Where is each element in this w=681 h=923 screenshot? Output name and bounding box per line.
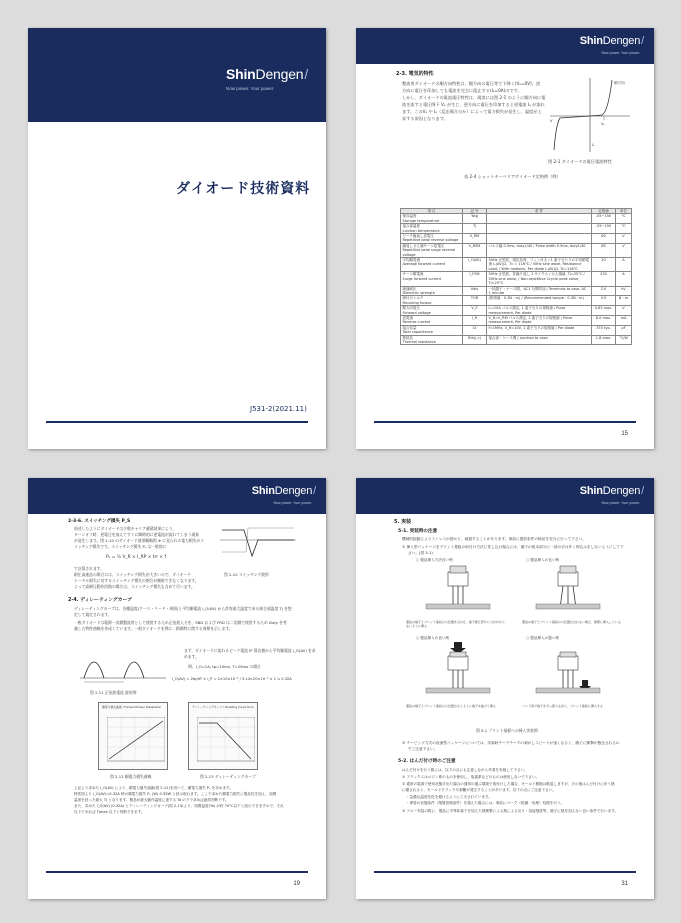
iv-label-vf: Vₑ xyxy=(601,122,605,126)
paragraph-line: よって高耐圧動作回路の場合は、スイッチング損失も含めて行います。 xyxy=(74,584,195,589)
figure-caption: 図 2-11 正弦波電流 波形例 xyxy=(90,690,137,695)
table-cell: -55~150 xyxy=(592,214,616,224)
company-tagline: Now power. Your power. xyxy=(226,86,275,91)
page-header-band xyxy=(356,478,654,514)
table-cell xyxy=(401,335,463,345)
iv-label-if: 順方向 xyxy=(614,81,625,85)
table-header: 記 号 xyxy=(463,209,487,214)
table-cell xyxy=(401,325,463,335)
iv-curve-diagram xyxy=(546,74,634,154)
chart-title: ディレーティングカーブ / Derating Curve Ta-Io xyxy=(192,705,254,709)
item-name-ja: 順方向電圧 xyxy=(402,306,420,311)
table-cell: I_FSM xyxy=(463,272,487,286)
table-cell xyxy=(401,234,463,244)
forward-power-chart xyxy=(98,702,168,770)
average-current-formula: I_O(AV) = 2tp/πT × I_P = 2×10×10⁻³ / 3.14×20×10⁻³ × 1 ≒ 0.32A xyxy=(172,677,292,681)
table-row xyxy=(401,258,632,272)
item-name-ja: 保存温度 xyxy=(402,214,417,219)
table-row xyxy=(401,272,632,286)
table-cell: 一括端子・ケース間、AC1 分間印加 / Terminals to case, AC 1 minute xyxy=(487,286,592,296)
paragraph-line: しかし、ダイオードの電流電圧特性は、現実には図 2-1 のように順方向に電 xyxy=(402,95,546,100)
chart-title: 順電力損失曲線 / Forward Power Dissipation xyxy=(102,705,162,709)
paragraph-line: ・保管の状態条件（環境管理条件）を超えた場合には、事前にベーク（乾燥・処理）処理を行う。 xyxy=(406,801,565,805)
table-cell: Vdis xyxy=(463,286,487,296)
company-tagline: Now power. Your power. xyxy=(601,501,640,505)
footer-rule xyxy=(374,421,636,423)
table-cell: mA xyxy=(616,315,632,325)
item-name-en: Average forward current xyxy=(402,262,446,267)
table-cell: 8.0 max. xyxy=(592,315,616,325)
section-heading: 2-3-6. スイッチング損失 P_S xyxy=(68,519,131,524)
table-cell: pF xyxy=(616,325,632,335)
table-cell: 0.5 xyxy=(592,296,616,306)
section-heading: 5. 実装 xyxy=(394,519,412,525)
page-number: 15 xyxy=(621,431,628,437)
table-header: 単位 xyxy=(616,209,632,214)
paragraph-line: ます。このVₑ や Iₑ（反応場合のか）によって電力損失が発生し、温度が上 xyxy=(402,109,542,114)
table-cell: Tstg xyxy=(463,214,487,224)
table-cell: °C xyxy=(616,224,632,234)
item-name-ja: サージ順電流 xyxy=(402,272,424,277)
table-cell: 50Hz 正弦波、抵抗負荷、フィン付き / 1 素子当たりの平均順電流 Iₑ(AV)/2、Tc = 116°C / 50Hz sine wave, Resistance Load, / With heatsink, Per diode Iₑ(AV)/2, Tc=116°C xyxy=(487,258,592,272)
table-cell: -55~150 xyxy=(592,224,616,234)
table-cell xyxy=(487,214,592,224)
table-cell xyxy=(401,224,463,234)
item-name-ja: 平均順電流 xyxy=(402,258,420,263)
cover-header-band xyxy=(28,28,326,122)
page-header-band xyxy=(28,478,326,514)
paragraph-line: トータル損失に対するスイッチング損失の割合が無視できなくなります。 xyxy=(74,578,199,583)
table-row xyxy=(401,234,632,244)
table-cell: A xyxy=(616,272,632,286)
item-name-en: Repetitive peak reverse voltage xyxy=(402,238,459,243)
table-cell: TOR xyxy=(463,296,487,306)
table-cell: Rth(j-c) xyxy=(463,335,487,345)
table-cell: Ct xyxy=(463,325,487,335)
item-name-en: Reverse current xyxy=(402,320,431,325)
item-name-ja: ピーク繰返し逆電圧 xyxy=(402,234,434,239)
paragraph-line: でご注意下さい。 xyxy=(408,747,438,751)
table-cell: (推奨値：0.3N・m) / (Recommended torque : 0.3N・m) xyxy=(487,296,592,306)
paragraph-line: ② テーピング方式の直流型パッケージについては、実装時テープテープの剥がしスピードが速くなると、端子に衝撃が懸念されるの xyxy=(402,741,620,745)
table-header: 条 件 xyxy=(487,209,592,214)
example-label: ○ 製品挿入の良い例 xyxy=(526,558,560,562)
paragraph-line: 定して規定されます。 xyxy=(74,612,112,617)
table-cell xyxy=(401,258,463,272)
table-cell: Tj xyxy=(463,224,487,234)
paragraph-line: ターンオフ時、逆電圧を加えてすぐに瞬時的に逆電流が流れてしまう現象 xyxy=(74,532,200,537)
item-name-ja: 絶縁耐圧 xyxy=(402,286,417,291)
example-caption: 製品の端子とプリント基板の穴位置が合わない場合、無理に挿入している xyxy=(522,620,621,624)
table-cell: °C xyxy=(616,214,632,224)
switching-waveform xyxy=(218,522,298,568)
company-logo: ShinDengen/ xyxy=(579,485,644,497)
example-caption: 製品の端子とプリント基板の穴位置が合うように端子を曲げて挿入 xyxy=(406,704,496,708)
table-cell: A xyxy=(616,258,632,272)
table-row xyxy=(401,325,632,335)
paragraph-line: ③ フロー実装の際に、製品に半導体素子を加えた熱衝撃による熱による反り・溶接強度等、端子に熱を加えない良い条件で行います。 xyxy=(402,809,619,813)
switching-loss-formula: Pₛ = ⅙ V_R × I_RP × trr × f xyxy=(106,555,167,560)
footer-rule xyxy=(46,421,308,423)
subsection-heading: 5-1. 実装時の注意 xyxy=(398,529,438,534)
iv-label-vr: V xyxy=(550,119,553,123)
paragraph-line: ① フラックスはロジン系のものを使用し、塩素系などのものは使用しないで下さい。 xyxy=(402,775,540,779)
table-cell: 接合部・ケース間 / Junction to case xyxy=(487,335,592,345)
paragraph-line: 昇する原因となります。 xyxy=(402,116,448,121)
table-cell: f=1MHz, V_R=10V, 1 素子当りの規格値 / Per diode xyxy=(487,325,592,335)
paragraph-line: イッチング損失です。スイッチング損失 Pₛ は一般的に xyxy=(74,544,167,549)
table-cell xyxy=(401,272,463,286)
page-number: 19 xyxy=(293,881,300,887)
table-header: 定格値 xyxy=(592,209,616,214)
paragraph-line: 前述したようにダイオードは少数キャリア蓄積効果により、 xyxy=(74,526,177,531)
paragraph-line: 慮した特性曲線を作成しています。一般ダイオードを例に、損傷特に関する周期を示します。 xyxy=(74,626,233,631)
figure-caption: 図 2-12 順電力損失曲線 xyxy=(110,774,152,779)
company-logo: ShinDengen/ xyxy=(579,35,644,47)
table-cell xyxy=(401,286,463,296)
sine-current-waveform xyxy=(78,644,168,688)
page-19 xyxy=(28,478,326,899)
table-cell: V xyxy=(616,243,632,257)
item-name-en: Surge forward current xyxy=(402,276,441,281)
table-cell: 65 xyxy=(592,243,616,257)
footer-rule xyxy=(46,871,308,873)
paragraph-line: 特性図より I_O(AV)=0.32A 時の順電力損失 Pₑ (W) 0.35W と読み取れます。ここで求めた順電力損失に製品性を加え、周囲 xyxy=(74,792,277,796)
example-label: ○ 製品挿入方法良い例 xyxy=(416,558,453,562)
mounting-example-c xyxy=(416,642,506,702)
item-name-ja: 締付けトルク xyxy=(402,296,424,301)
paragraph-line: に曝されると、モールドクラックや剥離が発生することがあります。以下の点にご注意下さい。 xyxy=(402,788,556,792)
figure-caption: 図 5-1 プリント基板への挿入実装例 xyxy=(476,728,538,733)
paragraph-line: 以下であれば Tjmax 以下と判断できます。 xyxy=(74,810,145,814)
paragraph-line: 例、I_O=1A, tp=10ms, T=20ms の場合 xyxy=(188,664,261,669)
item-name-en: Junction temperature xyxy=(402,228,440,233)
example-caption: バンド等で端子を引っ張りながら、プリント基板に挿入する xyxy=(522,704,603,708)
paragraph-line: ② 通常の電源で使用状態手出た場合の通常の通ぶ環境で取付けした場合、モールド樹脂は吸湿しますが、その後はんだ付けに伴う熱 xyxy=(402,782,615,786)
item-name-en: Total capacitance xyxy=(402,330,433,335)
page-number: 31 xyxy=(621,881,628,887)
table-header: 項 目 xyxy=(401,209,463,214)
company-tagline: Now power. Your power. xyxy=(273,501,312,505)
document-id: J531-2(2021.11) xyxy=(250,405,307,413)
paragraph-line: さい。(図 5-1) xyxy=(408,551,433,555)
item-name-ja: 接合容量 xyxy=(402,325,417,330)
table-cell: 370 typ. xyxy=(592,325,616,335)
derating-chart xyxy=(188,702,258,770)
section-heading: 2-4. ディレーティングカーブ xyxy=(68,598,132,603)
table-cell: kV xyxy=(616,286,632,296)
paragraph-line: ディレーティングカーブは、各種温度(ケース・リード・周囲)と平均順電流 I_O(AV) から許容最大温度である接合部温度 Tj を想 xyxy=(74,606,292,611)
table-row xyxy=(401,243,632,257)
page-header-band xyxy=(356,28,654,64)
mounting-example-a xyxy=(416,564,506,618)
table-row xyxy=(401,224,632,234)
table-cell: V xyxy=(616,234,632,244)
paragraph-line: が発生します。図 2-10 のダイオード波形概略図 ※ に見られる電力損失がス xyxy=(74,538,205,543)
example-caption: 製品の端子とプリント基板の穴位置を合わせ、端子根元部分に力がかからないように挿入 xyxy=(406,620,505,628)
mounting-example-b xyxy=(526,564,616,618)
table-caption: 表 2-4 ショットキーバリアダイオード定格例（例） xyxy=(464,174,561,179)
page-31 xyxy=(356,478,654,899)
example-label: ○ 製品挿入の良い例 xyxy=(416,636,450,640)
table-cell: 230 xyxy=(592,272,616,286)
item-name-en: Repetitive peak surge reverse voltage xyxy=(402,248,456,257)
table-cell xyxy=(401,243,463,257)
paragraph-line: 耐圧高速品の場合には、スイッチング損失が大きいので、ダイオード xyxy=(74,572,192,577)
company-logo: ShinDengen/ xyxy=(251,485,316,497)
item-name-ja: 逆電流 xyxy=(402,315,413,320)
item-name-ja: 接合部温度 xyxy=(402,224,420,229)
table-cell: N・m xyxy=(616,296,632,306)
paragraph-line: また、求めた I_O(AV) (0.32A) とディレーティングカーブ(図 2-13)より、周囲温度(Ta) が約 70°C以下と読むできますので、それ xyxy=(74,804,284,808)
paragraph-line: ① 挿入型パッケージをプリント基板の取付け方法に差し込む場合には、端子の根本部分に一部の手は多く押込みをしないようにして下 xyxy=(402,545,624,549)
figure-caption: 図 2-10 スイッチング波形 xyxy=(224,572,269,577)
item-name-en: Mounting torque xyxy=(402,300,432,305)
table-cell: V xyxy=(616,306,632,316)
table-cell: Iₑ=10A パルス測定, 1 素子当りの規格値 / Pulse measurement, Per diode xyxy=(487,306,592,316)
item-name-en: Dielectric strength xyxy=(402,290,435,295)
paragraph-line: 上記より求めた I_O(AV) により、順電力損失曲線(図 2-12)を用いて、順電力損失 Pₑ を求めます。 xyxy=(74,786,233,790)
item-name-en: Forward voltage xyxy=(402,310,431,315)
paragraph-line: 整流用ダイオードの順方向特性は、順方向の電圧等で下降く(Vₑ=0V)、逆 xyxy=(402,81,541,86)
page-15 xyxy=(356,28,654,449)
table-cell: V_F xyxy=(463,306,487,316)
paragraph-line: めます。 xyxy=(184,654,199,659)
paragraph-line: はんだ付けを行う際には、以下の点にも注意しながら作業を実施して下さい。 xyxy=(402,768,528,772)
table-cell: I_O(AV) xyxy=(463,258,487,272)
table-row xyxy=(401,306,632,316)
paragraph-line: 機械的振動によりストレスが掛かり、破損することがあります。事前に提供条件の検討を充分に行って下さい。 xyxy=(402,537,586,541)
paragraph-line: ・急激な温度変化を避けるように工夫されています。 xyxy=(406,795,492,799)
figure-caption: 図 2-13 ディレーティングカーブ xyxy=(200,774,256,779)
paragraph-line: 温度を読った最大 Tj となります。製品が最大動作温度に達する Ta の下で求めば最終判断です。 xyxy=(74,798,229,802)
table-cell xyxy=(487,224,592,234)
table-cell: パルス幅 0.5ms, duty1/40 / Pulse width 0.5ms, duty1/40 xyxy=(487,243,592,257)
cover-page xyxy=(28,28,326,449)
table-cell xyxy=(487,234,592,244)
table-cell: V_RSM xyxy=(463,243,487,257)
example-label: ○ 製品挿入の悪い例 xyxy=(526,636,560,640)
table-cell: I_R xyxy=(463,315,487,325)
company-logo: ShinDengen/ xyxy=(226,66,309,82)
item-name-en: Storage temperature xyxy=(402,218,440,223)
table-cell xyxy=(401,214,463,224)
table-cell: V_R=V_RM パルス測定, 1 素子当りの規格値 / Pulse measurement, Per diode xyxy=(487,315,592,325)
paragraph-line: 流を流すと電圧降下 Vₑ が生じ、逆方向に電圧を印加すると逆電流 Iₑ が流れ xyxy=(402,102,545,107)
document-title: ダイオード技術資料 xyxy=(176,181,311,197)
table-cell: 60 xyxy=(592,234,616,244)
table-cell: 2.0 xyxy=(592,286,616,296)
table-cell: 20 xyxy=(592,258,616,272)
paragraph-line: 方向に電圧を印加しても電流を完全に阻止する(Iₑ=0A)のです。 xyxy=(402,88,522,93)
company-tagline: Now power. Your power. xyxy=(601,51,640,55)
table-cell: 0.63 max. xyxy=(592,306,616,316)
table-row xyxy=(401,214,632,224)
paragraph-line: 一般ダイオードは電源一次側整流用として使用するため正弦波入力を、SBD および FRD は二次側で使用するため Duty を考 xyxy=(74,620,287,625)
paragraph-line: で計算されます。 xyxy=(74,566,105,571)
table-cell: V_RM xyxy=(463,234,487,244)
table-row xyxy=(401,315,632,325)
iv-label-ir: Iₑ xyxy=(592,143,595,147)
item-name-ja: 熱抵抗 xyxy=(402,335,413,340)
table-row xyxy=(401,286,632,296)
item-name-en: Thermal resistance xyxy=(402,339,436,344)
ratings-table xyxy=(400,208,632,345)
table-cell: 50Hz 正弦波、非繰り返し 1 サイクル / せん頭値, Tj=25°C / 50Hz sine wave, / Non-repetitive 1cycle peak value, Tj=25°C xyxy=(487,272,592,286)
table-cell xyxy=(401,306,463,316)
footer-rule xyxy=(374,871,636,873)
table-cell xyxy=(401,315,463,325)
section-heading: 2-3. 電気的特性 xyxy=(396,71,434,77)
subsection-heading: 5-2. はんだ付け時のご注意 xyxy=(398,759,456,764)
paragraph-line: まず、ダイオードに流れるピーク電流 IP 算出値から平均順電流 I_O(AV) を求 xyxy=(184,648,316,653)
table-cell: 1.8 max. xyxy=(592,335,616,345)
mounting-example-d xyxy=(526,642,616,702)
table-cell xyxy=(401,296,463,306)
table-row xyxy=(401,296,632,306)
figure-caption: 図 2-1 ダイオードの電圧電流特性 xyxy=(548,159,612,164)
item-name-ja: 繰返しせん頭サージ逆電圧 xyxy=(402,243,445,248)
table-cell: °C/W xyxy=(616,335,632,345)
table-row xyxy=(401,335,632,345)
